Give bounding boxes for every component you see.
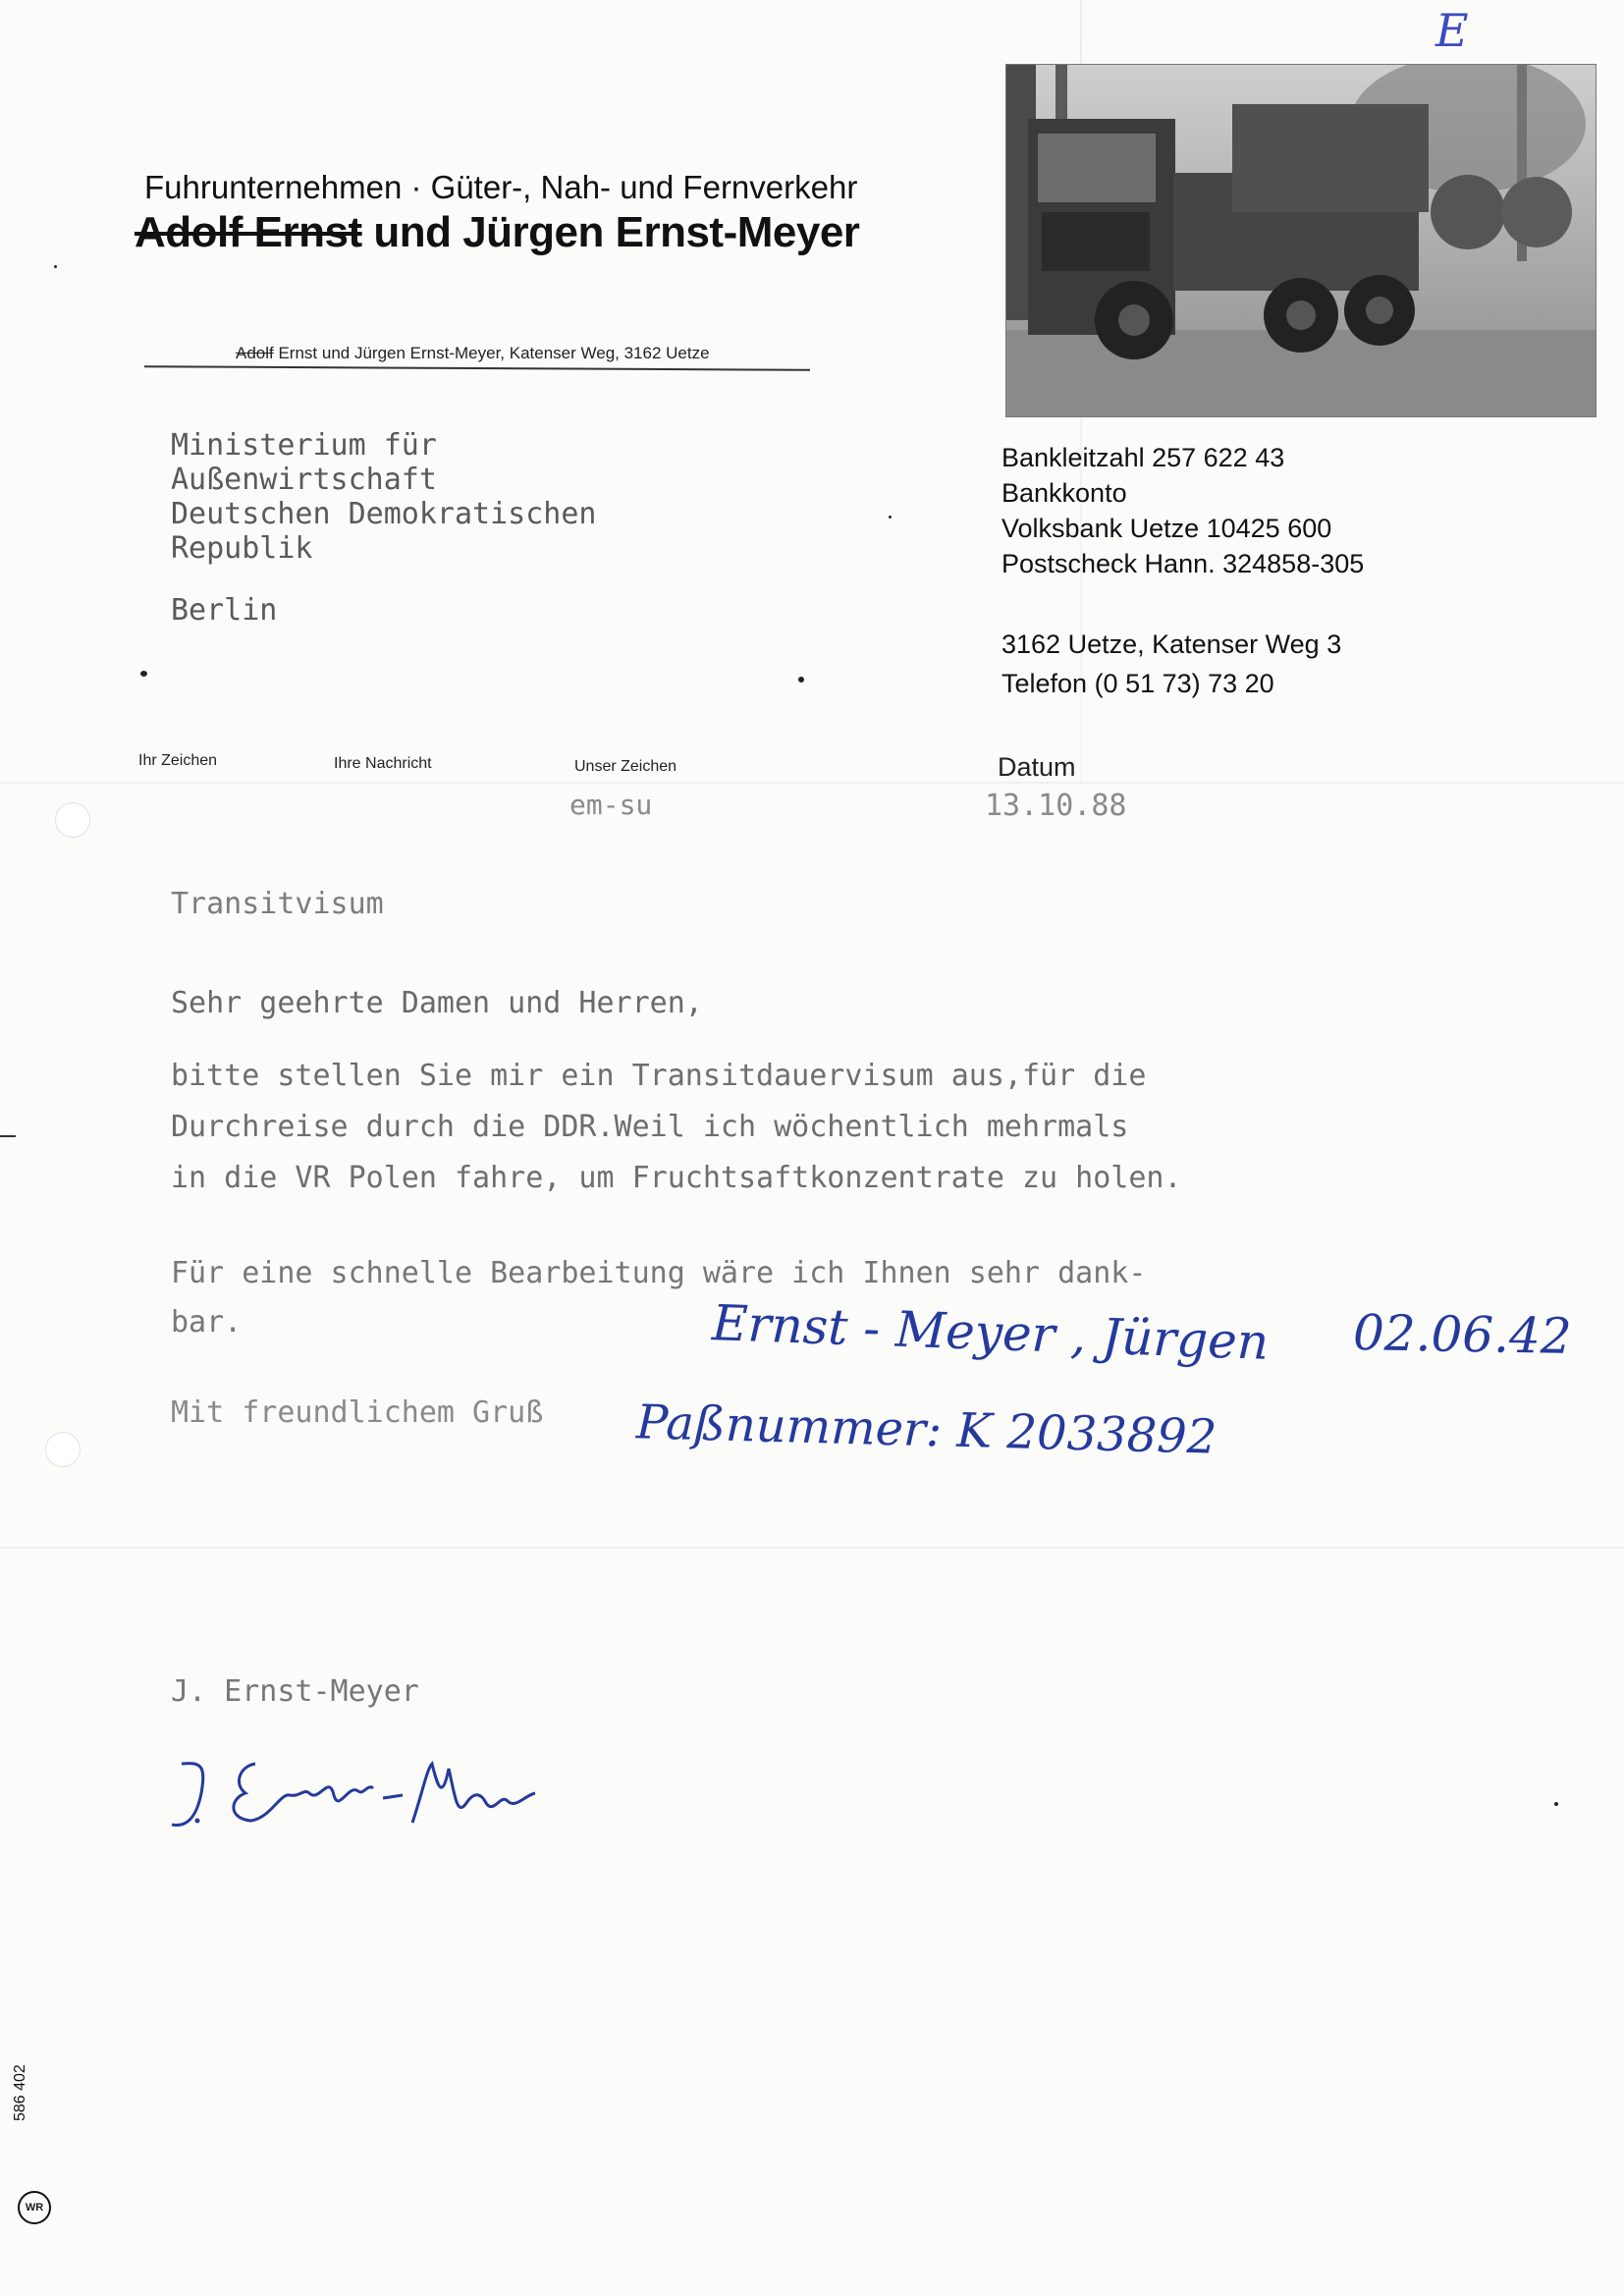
bank-line: Volksbank Uetze 10425 600 bbox=[1001, 514, 1332, 543]
closing-line: bar. bbox=[171, 1305, 243, 1339]
sender-address-line: Telefon (0 51 73) 73 20 bbox=[1001, 669, 1274, 698]
ink-speck bbox=[798, 677, 804, 683]
firm-name-rest: und Jürgen Ernst-Meyer bbox=[361, 208, 860, 256]
punch-hole bbox=[55, 802, 90, 838]
datum-value: 13.10.88 bbox=[985, 789, 1127, 823]
handwritten-name: Ernst - Meyer , Jürgen bbox=[711, 1294, 1271, 1371]
ihr-zeichen-label: Ihr Zeichen bbox=[138, 752, 218, 769]
recipient-address bbox=[171, 428, 596, 566]
return-address-rule bbox=[144, 365, 810, 371]
body-line: Durchreise durch die DDR.Weil ich wöchentlich mehrmals bbox=[171, 1110, 1129, 1144]
recipient-city: Berlin bbox=[171, 593, 278, 628]
sender-address bbox=[1001, 625, 1341, 703]
print-code: 586 402 bbox=[12, 2064, 28, 2121]
letter-subject: Transitvisum bbox=[171, 887, 384, 921]
return-address-struck: Adolf bbox=[236, 344, 274, 362]
return-address bbox=[236, 344, 710, 363]
firm-name-struck: Adolf Ernst bbox=[135, 208, 362, 256]
bank-line: Bankleitzahl 257 622 43 bbox=[1001, 443, 1285, 472]
ink-speck bbox=[889, 516, 892, 519]
paper-fold-horizontal-top bbox=[0, 782, 1624, 784]
handwritten-signature bbox=[162, 1734, 555, 1847]
letterhead-firm-name bbox=[135, 208, 859, 257]
recipient-line: Ministerium für bbox=[171, 428, 437, 463]
unser-zeichen-label: Unser Zeichen bbox=[574, 758, 677, 775]
punch-hole bbox=[45, 1432, 81, 1467]
letter-salutation: Sehr geehrte Damen und Herren, bbox=[171, 986, 703, 1020]
ink-speck bbox=[54, 265, 57, 268]
datum-label: Datum bbox=[998, 752, 1076, 782]
unser-zeichen-value: em-su bbox=[569, 789, 653, 821]
letter-signer: J. Ernst-Meyer bbox=[171, 1674, 419, 1709]
letter-greeting: Mit freundlichem Gruß bbox=[171, 1395, 544, 1430]
recipient-line: Außenwirtschaft bbox=[171, 463, 437, 497]
body-line: bitte stellen Sie mir ein Transitdauervisum aus,für die bbox=[171, 1059, 1147, 1093]
bank-line: Bankkonto bbox=[1001, 478, 1127, 508]
printer-logo: WR bbox=[18, 2191, 51, 2224]
handwritten-passport: Paßnummer: K 2033892 bbox=[635, 1394, 1218, 1465]
letterhead-tagline: Fuhrunternehmen · Güter-, Nah- und Fernverkehr bbox=[144, 169, 858, 205]
recipient-line: Republik bbox=[171, 531, 313, 566]
margin-tick bbox=[0, 1135, 16, 1137]
return-address-rest: Ernst und Jürgen Ernst-Meyer, Katenser Weg, 3162 Uetze bbox=[273, 344, 710, 362]
ink-speck bbox=[140, 671, 147, 677]
paper-fold-horizontal bbox=[0, 1547, 1624, 1549]
letter-body bbox=[171, 1051, 1182, 1204]
body-line: in die VR Polen fahre, um Fruchtsaftkonzentrate zu holen. bbox=[171, 1161, 1182, 1195]
ink-speck bbox=[1554, 1802, 1558, 1806]
corner-mark: E bbox=[1435, 4, 1469, 57]
closing-line: Für eine schnelle Bearbeitung wäre ich Ihnen sehr dank- bbox=[171, 1256, 1147, 1290]
truck-photo bbox=[1005, 64, 1597, 417]
recipient-line: Deutschen Demokratischen bbox=[171, 497, 597, 531]
bank-details bbox=[1001, 440, 1364, 581]
sender-address-line: 3162 Uetze, Katenser Weg 3 bbox=[1001, 629, 1342, 659]
ihre-nachricht-label: Ihre Nachricht bbox=[334, 755, 432, 772]
handwritten-birth-date: 02.06.42 bbox=[1352, 1304, 1573, 1365]
bank-line: Postscheck Hann. 324858-305 bbox=[1001, 549, 1365, 578]
